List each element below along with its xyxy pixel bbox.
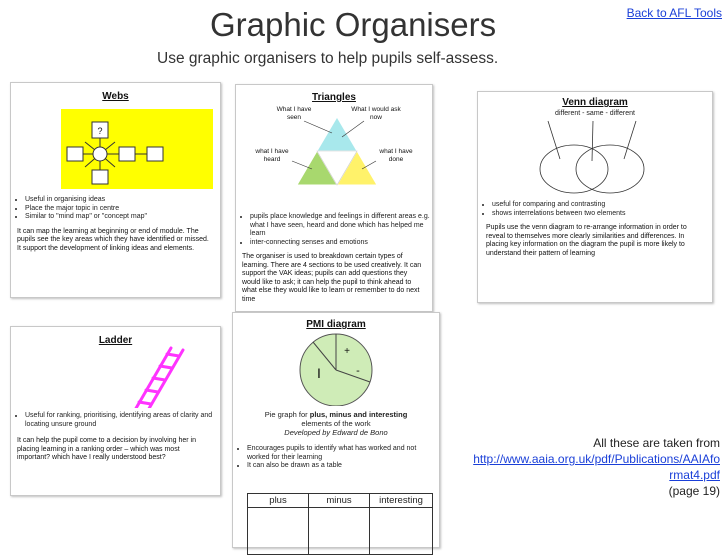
back-to-afl-tools-link[interactable]: Back to AFL Tools xyxy=(626,6,722,20)
pmi-heading: PMI diagram xyxy=(306,319,366,330)
venn-diagram xyxy=(478,117,712,197)
venn-heading: Venn diagram xyxy=(562,97,628,108)
source-link[interactable]: http://www.aaia.org.uk/pdf/Publications/AAIAformat4.pdf xyxy=(473,452,720,482)
triangles-paragraph: The organiser is used to breakdown certain types of learning. There are 4 sections to be used creatively. It can support the VAK ideas; pupils can add questions they would like to ask; it can help the pupil to think ahead to what else they would like to learn or remember to do next time xyxy=(242,253,422,303)
credits-line: All these are taken from xyxy=(593,436,720,450)
webs-question-mark: ? xyxy=(97,126,103,136)
venn-caption: different - same - different xyxy=(555,110,635,117)
venn-bullet: • shows interrelations between two elements xyxy=(492,210,712,219)
venn-bullet: • useful for comparing and contrasting xyxy=(492,201,712,210)
pmi-table-cell xyxy=(248,508,309,555)
triangle-label-done: what I have done xyxy=(379,148,413,163)
webs-heading: Webs xyxy=(102,91,129,102)
pmi-plus-label: + xyxy=(344,346,350,357)
triangle-label-heard: what I have heard xyxy=(255,148,289,163)
triangle-label-seen: What I have seen xyxy=(276,106,312,121)
pmi-caption-suffix: elements of the work xyxy=(301,419,371,428)
venn-paragraph: Pupils use the venn diagram to re-arrange information in order to reveal to themselves more clearly similarities and differences. In placing key information on the diagram the pupil is more likely to understand their pattern of learning xyxy=(486,224,687,257)
webs-far-right-node xyxy=(147,147,163,161)
triangles-card xyxy=(235,84,433,312)
page-title: Graphic Organisers xyxy=(210,6,497,43)
page-subtitle: Use graphic organisers to help pupils self-assess. xyxy=(157,50,499,67)
pmi-table-cell xyxy=(370,508,433,555)
webs-bullet: • Similar to "mind map" or "concept map" xyxy=(25,213,220,222)
pmi-diagram xyxy=(233,330,439,406)
pmi-bullet: • It can also be drawn as a table xyxy=(247,462,439,471)
webs-bullet: • Place the major topic in centre xyxy=(25,205,220,214)
webs-bullet: • Useful in organising ideas xyxy=(25,196,220,205)
pmi-caption-credit: Developed by Edward de Bono xyxy=(284,428,388,437)
webs-center-node xyxy=(93,147,107,161)
webs-left-node xyxy=(67,147,83,161)
ladder-bullet: • Useful for ranking, prioritising, identifying areas of clarity and locating unsure ground xyxy=(25,412,220,429)
triangles-bullet: • inter-connecting senses and emotions xyxy=(250,239,432,248)
pmi-caption xyxy=(233,410,439,437)
pmi-table-header-interesting: interesting xyxy=(370,494,433,508)
pmi-table-header-plus: plus xyxy=(248,494,309,508)
ladder-paragraph: It can help the pupil come to a decision by involving her in placing learning in a ranking order – which was most important? which have I really understood best? xyxy=(17,437,196,461)
webs-right-node xyxy=(119,147,135,161)
ladder-heading: Ladder xyxy=(98,335,133,346)
venn-right-circle xyxy=(576,145,644,193)
webs-card xyxy=(10,82,221,298)
ladder-icon xyxy=(11,346,220,408)
venn-left-circle xyxy=(540,145,608,193)
pmi-table-header-minus: minus xyxy=(309,494,370,508)
triangles-heading: Triangles xyxy=(312,92,356,103)
webs-paragraph: It can map the learning at beginning or end of module. The pupils see the key areas which they have identified or missed. It support the development of linking ideas and elements. xyxy=(17,227,209,252)
triangle-top xyxy=(317,117,357,151)
credits-block xyxy=(470,435,720,499)
pmi-interesting-label: I xyxy=(317,365,321,381)
webs-yellow-background xyxy=(61,109,213,189)
webs-bottom-node xyxy=(92,170,108,184)
pmi-bullet: • Encourages pupils to identify what has worked and not worked for their learning xyxy=(247,445,439,462)
pmi-minus-label: - xyxy=(356,365,360,377)
triangle-label-ask: What I would ask now xyxy=(351,106,401,121)
pmi-table-cell xyxy=(309,508,370,555)
credits-page: (page 19) xyxy=(668,484,720,498)
venn-card xyxy=(477,91,713,303)
pmi-caption-prefix: Pie graph for xyxy=(264,410,308,419)
pmi-caption-bold: plus, minus and interesting xyxy=(309,410,408,419)
triangles-bullet: • pupils place knowledge and feelings in different areas e.g. what I have seen, heard and done which has helped me learn xyxy=(250,213,432,239)
ladder-card xyxy=(10,326,221,496)
triangles-diagram xyxy=(236,103,432,211)
webs-diagram xyxy=(11,102,220,190)
